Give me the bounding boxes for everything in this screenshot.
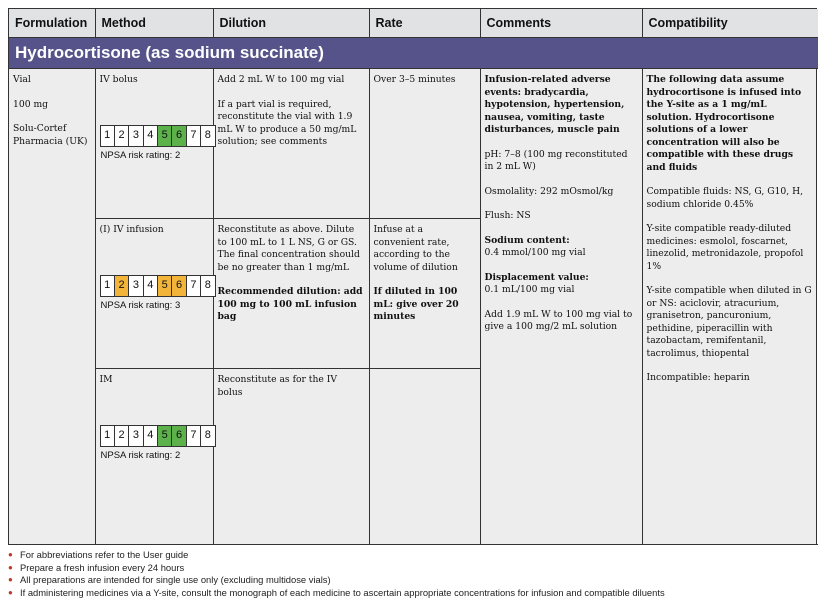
risk-scale-cell: 2 [115,426,129,446]
formulation-manufacturer: Pharmacia (UK) [13,135,88,147]
formulation-cell [9,69,95,545]
header-compatibility: Compatibility [642,9,818,38]
comments-cell [480,69,642,545]
risk-scale-cell: 5 [158,426,172,446]
risk-scale-cell: 7 [187,276,201,296]
risk-scale-iv-bolus [100,125,216,163]
header-formulation: Formulation [9,9,95,38]
comment-sodium-label: Sodium content: [484,234,570,246]
bullet-icon: ● [8,550,13,559]
risk-scale-bar [100,425,216,447]
method-name: (I) IV infusion [99,224,164,235]
risk-scale-bar [100,275,216,297]
risk-scale-cell: 6 [172,126,186,146]
risk-scale-iv-infusion [100,275,216,313]
comment-add: Add 1.9 mL W to 100 mg vial to give a 100 mg/2 mL solution [484,308,633,332]
bullet-icon: ● [8,562,13,572]
method-cell-im [95,369,213,545]
header-dilution: Dilution [213,9,369,38]
risk-scale-cell: 8 [201,426,214,446]
risk-scale-cell: 3 [129,276,143,296]
header-rate: Rate [369,9,480,38]
dilution-cell-im [213,369,369,545]
drug-title: Hydrocortisone (as sodium succinate) [9,38,818,69]
risk-scale-cell: 7 [187,126,201,146]
risk-scale-cell: 2 [115,126,129,146]
method-cell-iv-bolus [95,69,213,219]
risk-scale-cell: 3 [129,126,143,146]
comment-flush: Flush: NS [484,210,531,221]
comment-ph: pH: 7–8 (100 mg reconstituted in 2 mL W) [484,148,628,172]
risk-scale-cell: 8 [201,276,214,296]
comment-adverse-events: Infusion-related adverse events: bradycardia, hypotension, hypertension, nausea, vomiting, taste disturbances, muscle pain [484,74,625,135]
footnote: ● All preparations are intended for single use only (excluding multidose vials) [8,574,331,586]
footnotes [8,549,817,599]
footnote: ● If administering medicines via a Y-site, consult the monograph of each medicine to ascertain appropriate concentrations for infusion and compatible diluents [8,586,665,598]
dilution-text-2: If a part vial is required, reconstitute the vial with 1.9 mL W to produce a 50 mg/mL solution; see comments [217,98,357,147]
drug-title-row [9,38,818,69]
compat-fluids: Compatible fluids: NS, G, G10, H, sodium chloride 0.45% [646,186,804,210]
comment-sodium-value: 0.4 mmol/100 mg vial [484,247,586,258]
formulation-brand: Solu-Cortef [13,123,67,134]
risk-rating-label: NPSA risk rating: 2 [100,449,181,461]
header-comments: Comments [480,9,642,38]
risk-scale-cell: 8 [201,126,214,146]
method-name: IV bolus [99,74,138,85]
dilution-cell-iv-infusion [213,219,369,369]
rate-text-2: If diluted in 100 mL: give over 20 minutes [373,286,459,322]
comment-displacement-label: Displacement value: [484,271,589,283]
dilution-text: Reconstitute as for the IV bolus [217,374,338,398]
rate-text: Over 3–5 minutes [373,74,456,85]
risk-scale-cell: 3 [129,426,143,446]
rate-cell-im [369,369,480,545]
risk-scale-cell: 5 [158,276,172,296]
risk-scale-im [100,425,216,463]
risk-scale-cell: 6 [172,276,186,296]
risk-scale-cell: 4 [144,426,158,446]
bullet-icon: ● [8,575,13,585]
compat-when-diluted: Y-site compatible when diluted in G or NS: aciclovir, atracurium, granisetron, pancuronium, pethidine, piperacillin with tazobactam, remifentanil, tacrolimus, thiopental [646,285,812,359]
risk-scale-cell: 1 [101,426,115,446]
risk-scale-cell: 1 [101,126,115,146]
risk-scale-bar [100,125,216,147]
rate-cell-iv-bolus [369,69,480,219]
risk-scale-cell: 4 [144,276,158,296]
method-cell-iv-infusion [95,219,213,369]
dilution-text: Reconstitute as above. Dilute to 100 mL to 1 L NS, G or GS. The final concentration should be no greater than 1 mg/mL [217,224,360,273]
monograph-table [8,8,817,545]
formulation-strength: 100 mg [13,98,49,110]
risk-scale-cell: 1 [101,276,115,296]
risk-scale-cell: 6 [172,426,186,446]
risk-rating-label: NPSA risk rating: 2 [100,149,181,161]
header-method: Method [95,9,213,38]
compatibility-cell [642,69,818,545]
risk-rating-label: NPSA risk rating: 3 [100,299,181,311]
rate-text: Infuse at a convenient rate, according to the volume of dilution [373,224,458,273]
footnote: ● Prepare a fresh infusion every 24 hours [8,561,185,573]
risk-scale-cell: 5 [158,126,172,146]
method-name: IM [99,374,113,385]
dilution-cell-iv-bolus [213,69,369,219]
dilution-text-2: Recommended dilution: add 100 mg to 100 mL infusion bag [217,286,363,322]
bullet-icon: ● [8,587,13,597]
comment-osmolality: Osmolality: 292 mOsmol/kg [484,185,614,197]
comment-displacement-value: 0.1 mL/100 mg vial [484,284,575,295]
rate-cell-iv-infusion [369,219,480,369]
dilution-text: Add 2 mL W to 100 mg vial [217,74,345,85]
risk-scale-cell: 2 [115,276,129,296]
compat-incompatible: Incompatible: heparin [646,372,750,383]
method-row-iv-bolus [9,69,818,219]
header-row [9,9,818,38]
risk-scale-cell: 7 [187,426,201,446]
footnote: ● For abbreviations refer to the User guide [8,549,189,560]
formulation-type: Vial [13,74,31,85]
compat-ready-diluted: Y-site compatible ready-diluted medicines: esmolol, foscarnet, linezolid, metronidazole, propofol 1% [646,223,804,272]
risk-scale-cell: 4 [144,126,158,146]
compat-intro: The following data assume hydrocortisone is infused into the Y-site as a 1 mg/mL solution. Hydrocortisone solutions of a lower concentration will also be compatible with these drugs and fluids [646,74,802,173]
